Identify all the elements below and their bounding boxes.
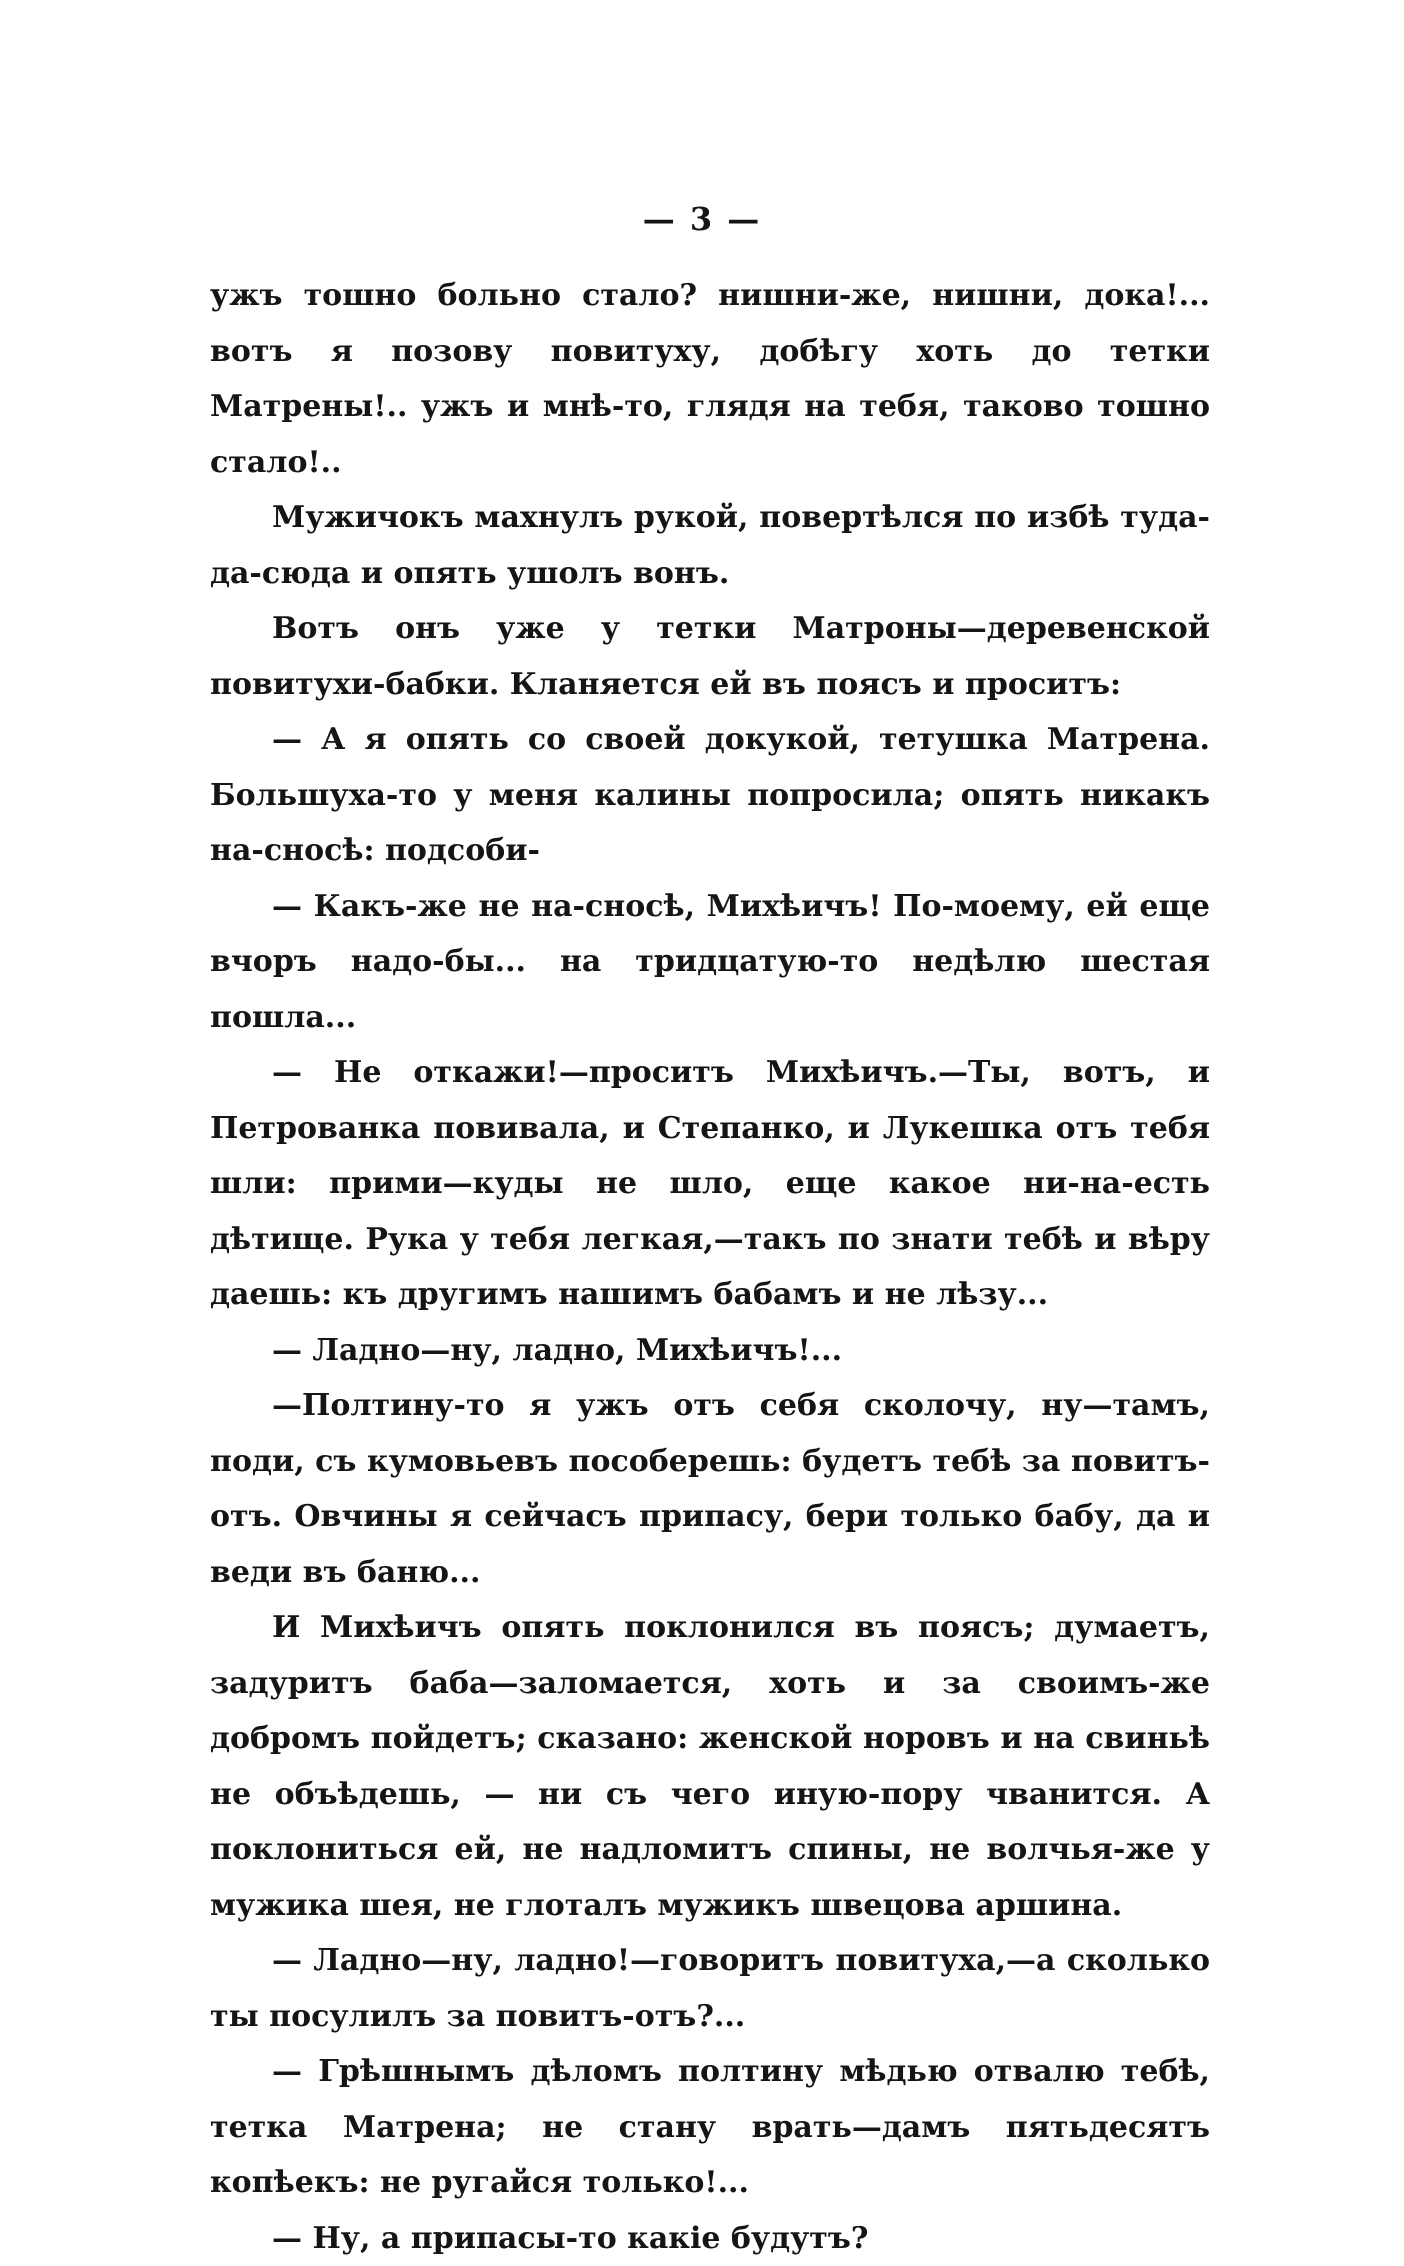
body-text <box>210 268 1210 2266</box>
paragraph-10: — Ладно—ну, ладно!—говоритъ повитуха,—а сколько ты посулилъ за повитъ-отъ?... <box>210 1933 1210 2044</box>
paragraph-7: — Ладно—ну, ладно, Михѣичъ!... <box>210 1323 1210 1379</box>
paragraph-1: ужъ тошно больно стало? нишни-же, нишни, дока!... вотъ я позову повитуху, добѣгу хоть до тетки Матрены!.. ужъ и мнѣ-то, глядя на тебя, таково тошно стало!.. <box>210 268 1210 490</box>
paragraph-11: — Грѣшнымъ дѣломъ полтину мѣдью отвалю тебѣ, тетка Матрена; не стану врать—дамъ пятьдесятъ копѣекъ: не ругайся только!... <box>210 2044 1210 2211</box>
paragraph-5: — Какъ-же не на-сносѣ, Михѣичъ! По-моему, ей еще вчоръ надо-бы... на тридцатую-то недѣлю шестая пошла... <box>210 879 1210 1046</box>
paragraph-8: —Полтину-то я ужъ отъ себя сколочу, ну—тамъ, поди, съ кумовьевъ пособерешь: будетъ тебѣ за повитъ-отъ. Овчины я сейчасъ припасу, бери только бабу, да и веди въ баню... <box>210 1378 1210 1600</box>
paragraph-2: Мужичокъ махнулъ рукой, повертѣлся по избѣ туда-да-сюда и опять ушолъ вонъ. <box>210 490 1210 601</box>
paragraph-6: — Не откажи!—проситъ Михѣичъ.—Ты, вотъ, и Петрованка повивала, и Степанко, и Лукешка отъ тебя шли: прими—куды не шло, еще какое ни-на-есть дѣтище. Рука у тебя легкая,—такъ по знати тебѣ и вѣру даешь: къ другимъ нашимъ бабамъ и не лѣзу... <box>210 1045 1210 1323</box>
paragraph-4: — А я опять со своей докукой, тетушка Матрена. Большуха-то у меня калины попросила; опять никакъ на-сносѣ: подсоби- <box>210 712 1210 879</box>
paragraph-9: И Михѣичъ опять поклонился въ поясъ; думаетъ, задуритъ баба—заломается, хоть и за своимъ-же добромъ пойдетъ; сказано: женской норовъ и на свиньѣ не объѣдешь, — ни съ чего иную-пору чванится. А поклониться ей, не надломитъ спины, не волчья-же у мужика шея, не глоталъ мужикъ швецова аршина. <box>210 1600 1210 1933</box>
paragraph-3: Вотъ онъ уже у тетки Матроны—деревенской повитухи-бабки. Кланяется ей въ поясъ и проситъ: <box>210 601 1210 712</box>
paragraph-12: — Ну, а припасы-то какіе будутъ? <box>210 2211 1210 2266</box>
page-number: — 3 — <box>0 200 1404 238</box>
